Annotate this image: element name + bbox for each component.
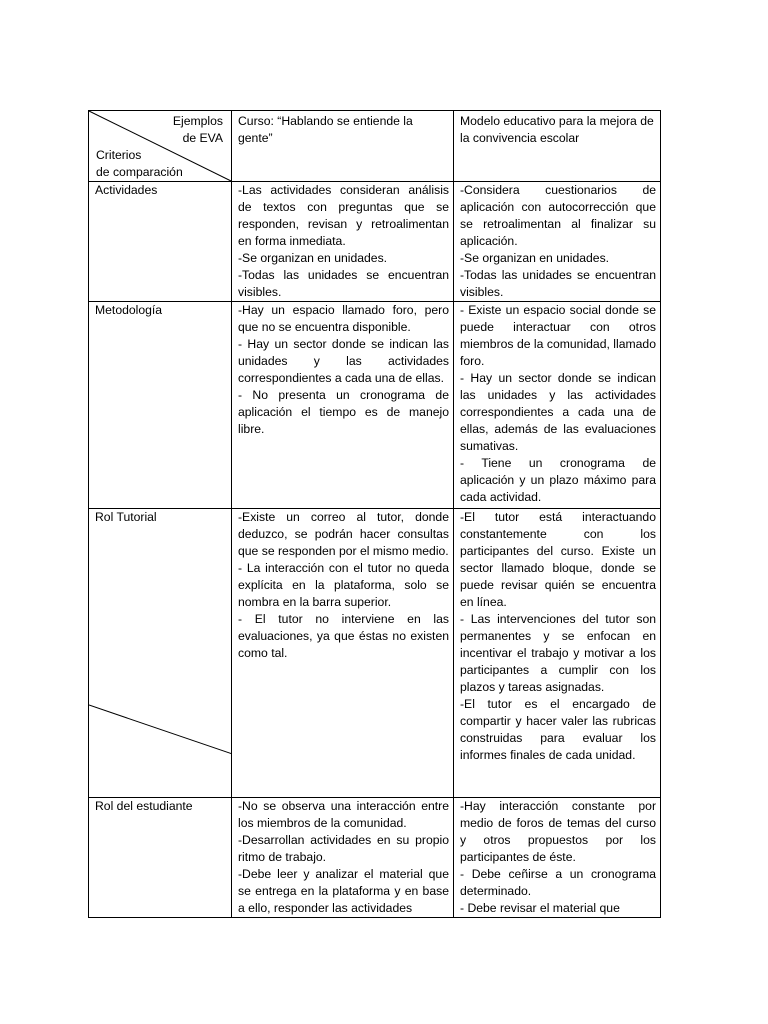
corner-top-label bbox=[173, 113, 223, 147]
col2-cell bbox=[232, 182, 454, 302]
header-row bbox=[89, 111, 661, 182]
cell-paragraph: -Hay interacción constante por medio de foros de temas del curso y otros propuestos por los participantes de éste. bbox=[460, 799, 656, 864]
col3-cell bbox=[454, 302, 661, 509]
col2-cell bbox=[232, 509, 454, 798]
col2-cell bbox=[232, 798, 454, 918]
cell-paragraph: - No presenta un cronograma de aplicación el tiempo es de manejo libre. bbox=[238, 388, 449, 436]
table-row-rol-tutorial bbox=[89, 509, 661, 798]
table-row-actividades bbox=[89, 182, 661, 302]
col3-header: Modelo educativo para la mejora de la convivencia escolar bbox=[454, 111, 661, 182]
table-row-rol-estudiante bbox=[89, 798, 661, 918]
col3-cell bbox=[454, 798, 661, 918]
cell-paragraph: - El tutor no interviene en las evaluaciones, ya que éstas no existen como tal. bbox=[238, 612, 449, 660]
table-row-metodologia bbox=[89, 302, 661, 509]
stray-diagonal-line bbox=[89, 509, 231, 797]
col3-cell bbox=[454, 182, 661, 302]
cell-paragraph: -No se observa una interacción entre los miembros de la comunidad. bbox=[238, 799, 449, 830]
cell-paragraph: -Todas las unidades se encuentran visibles. bbox=[460, 268, 656, 299]
cell-paragraph: - Hay un sector donde se indican las unidades y las actividades correspondientes a cada una de ellas, además de las evaluaciones sumativas. bbox=[460, 371, 656, 453]
cell-paragraph: -Existe un correo al tutor, donde deduzco, se podrán hacer consultas que se responden por el mismo medio. bbox=[238, 510, 449, 558]
cell-paragraph: -Hay un espacio llamado foro, pero que no se encuentra disponible. bbox=[238, 303, 449, 334]
cell-paragraph: - Tiene un cronograma de aplicación y un plazo máximo para cada actividad. bbox=[460, 456, 656, 504]
cell-paragraph: -Considera cuestionarios de aplicación con autocorrección que se retroalimentan al finalizar su aplicación. bbox=[460, 183, 656, 248]
cell-paragraph: -Debe leer y analizar el material que se entrega en la plataforma y en base a ello, responder las actividades bbox=[238, 867, 449, 915]
cell-paragraph: - Debe ceñirse a un cronograma determinado. bbox=[460, 867, 656, 898]
col3-cell bbox=[454, 509, 661, 798]
row-label: Actividades bbox=[89, 182, 232, 302]
cell-paragraph: - Debe revisar el material que bbox=[460, 901, 620, 915]
corner-top-line1: Ejemplos bbox=[172, 114, 223, 128]
cell-paragraph: -Se organizan en unidades. bbox=[460, 251, 610, 265]
cell-paragraph: - Las intervenciones del tutor son permanentes y se enfocan en incentivar el trabajo y motivar a los participantes a cumplir con los plazos y tareas asignadas. bbox=[460, 612, 656, 694]
cell-paragraph: -Las actividades consideran análisis de textos con preguntas que se responden, revisan y retroalimentan en forma inmediata. bbox=[238, 183, 449, 248]
cell-paragraph: - Existe un espacio social donde se puede interactuar con otros miembros de la comunidad, llamado foro. bbox=[460, 303, 656, 368]
cell-paragraph: - La interacción con el tutor no queda explícita en la plataforma, solo se nombra en la barra superior. bbox=[238, 561, 449, 609]
comparison-table bbox=[88, 110, 661, 918]
corner-bottom-line1: Criterios bbox=[96, 148, 142, 162]
cell-paragraph: -El tutor es el encargado de compartir y hacer valer las rubricas construidas para evaluar los informes finales de cada unidad. bbox=[460, 697, 656, 762]
col2-cell bbox=[232, 302, 454, 509]
cell-paragraph: -Todas las unidades se encuentran visibles. bbox=[238, 268, 449, 299]
corner-top-line2: de EVA bbox=[182, 131, 223, 145]
corner-bottom-label bbox=[96, 147, 183, 181]
corner-bottom-line2: de comparación bbox=[96, 165, 183, 179]
col2-header: Curso: “Hablando se entiende la gente” bbox=[232, 111, 454, 182]
cell-paragraph: -Desarrollan actividades en su propio ritmo de trabajo. bbox=[238, 833, 449, 864]
row-label: Metodología bbox=[89, 302, 232, 509]
row-label bbox=[89, 509, 232, 798]
cell-paragraph: -El tutor está interactuando constantemente con los participantes del curso. Existe un sector llamado bloque, donde se puede revisar quién se encuentra en línea. bbox=[460, 510, 656, 609]
row-label: Rol del estudiante bbox=[89, 798, 232, 918]
row-label-text: Rol Tutorial bbox=[95, 510, 157, 524]
cell-paragraph: - Hay un sector donde se indican las unidades y las actividades correspondientes a cada una de ellas. bbox=[238, 337, 449, 385]
cell-paragraph: -Se organizan en unidades. bbox=[238, 251, 388, 265]
corner-header-cell bbox=[89, 111, 232, 182]
